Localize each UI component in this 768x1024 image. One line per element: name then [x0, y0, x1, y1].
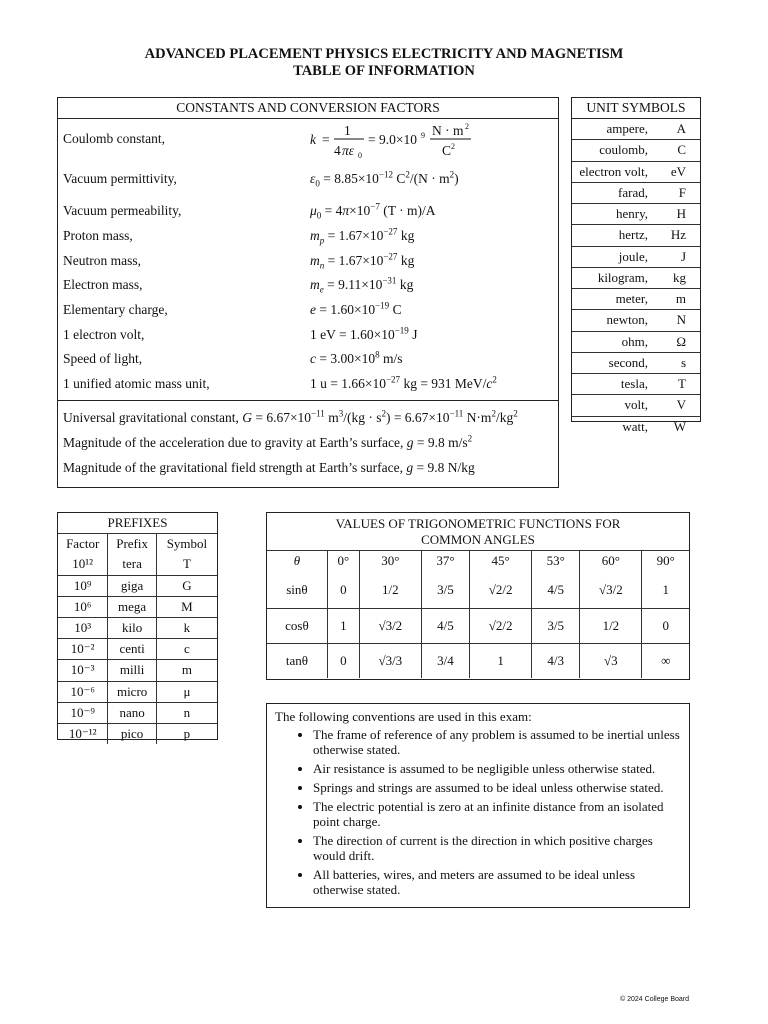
unit-name: hertz,	[618, 227, 648, 243]
trig-value: 1	[642, 571, 689, 609]
prefix-factor: 10⁶	[58, 596, 108, 617]
trig-row	[267, 571, 689, 609]
constant-label: Vacuum permeability,	[63, 203, 182, 218]
unit-row	[572, 247, 700, 268]
unit-symbol: J	[680, 248, 686, 264]
trig-value: 1	[327, 609, 359, 644]
unit-symbol: A	[676, 121, 686, 136]
trig-value: √3	[580, 644, 642, 679]
svg-text:2: 2	[451, 142, 455, 151]
convention-item: • Springs and strings are assumed to be ideal unless otherwise stated.	[313, 780, 681, 795]
gravity-field-row: Magnitude of the gravitational field strength at Earth’s surface, g = 9.8 N/kg	[63, 460, 475, 475]
permittivity-value: $\varepsilon_0 = 8.85\times 10^{-12}$ $C^2/(N \cdot m^2)$	[310, 169, 459, 189]
prefix-row	[58, 723, 217, 744]
unit-name: meter,	[615, 291, 648, 306]
unit-symbols-header: UNIT SYMBOLS	[572, 98, 700, 119]
angle-header: θ	[267, 551, 327, 572]
unit-row	[572, 204, 700, 225]
constants-table	[57, 97, 559, 488]
prefix-name: milli	[108, 660, 156, 681]
trig-header-line-1: VALUES OF TRIGONOMETRIC FUNCTIONS FOR	[335, 515, 621, 531]
prefix-symbol: M	[156, 596, 217, 617]
atomic-mass-unit-value: 1 $u = 1.66\times 10^{-27}$ kg = 931 MeV/$c^2$	[310, 374, 497, 391]
gravitational-constant-row: Universal gravitational constant, $G = 6.67\times 10^{-11}$ $m^3/(kg \cdot s^2) = 6.67\times 10^{-11}$ $N\cdot m^2/kg^2$	[63, 408, 518, 425]
trig-value: 1/2	[580, 609, 642, 644]
unit-symbol: m	[675, 291, 686, 306]
unit-symbol: N	[676, 312, 686, 328]
copyright: © 2024 College Board	[620, 996, 689, 1003]
unit-symbol: C	[677, 142, 686, 158]
trig-header	[267, 513, 689, 551]
constant-label: Elementary charge,	[63, 302, 168, 317]
constants-header: CONSTANTS AND CONVERSION FACTORS	[58, 98, 558, 119]
prefix-symbol: p	[156, 723, 217, 744]
prefix-row	[58, 702, 217, 723]
trig-header-line-2: COMMON ANGLES	[421, 531, 535, 547]
electron-mass-value: $m_e = 9.11\times 10^{-31}$ kg	[310, 275, 414, 295]
angle-header: 0°	[327, 551, 359, 572]
trig-value: 0	[327, 571, 359, 609]
unit-row	[572, 268, 700, 289]
trig-value: 3/5	[532, 609, 580, 644]
trig-value: ∞	[642, 644, 689, 679]
trig-value: 0	[642, 609, 689, 644]
title-line-1: ADVANCED PLACEMENT PHYSICS ELECTRICITY AND MAGNETISM	[144, 46, 624, 62]
unit-row	[572, 374, 700, 395]
svg-text:C: C	[442, 143, 452, 158]
unit-row	[572, 289, 700, 310]
unit-row	[572, 119, 700, 140]
prefix-symbol: k	[156, 617, 217, 638]
angle-header: 60°	[580, 551, 642, 572]
convention-item: • The direction of current is the direction in which positive charges would drift.	[313, 833, 681, 863]
unit-name: kilogram,	[597, 269, 648, 285]
unit-symbol: H	[676, 206, 686, 221]
svg-text:k: k	[310, 132, 316, 147]
unit-name: farad,	[618, 184, 648, 200]
section-divider	[58, 400, 558, 401]
constant-label: Speed of light,	[63, 351, 143, 366]
prefix-name: tera	[108, 554, 156, 575]
unit-symbol: s	[680, 354, 686, 370]
unit-name: coulomb,	[599, 142, 648, 158]
trig-value: 1	[470, 644, 532, 679]
trig-value: √2/2	[470, 571, 532, 609]
prefix-symbol: n	[156, 702, 217, 723]
unit-symbol: Hz	[670, 227, 686, 243]
prefix-symbol: T	[156, 554, 217, 575]
trig-value: 4/3	[532, 644, 580, 679]
unit-row	[572, 225, 700, 246]
trig-value: 0	[327, 644, 359, 679]
conventions-intro: The following conventions are used in this exam:	[275, 709, 532, 724]
convention-item: • The frame of reference of any problem is assumed to be inertial unless otherwise stated.	[313, 727, 681, 757]
prefix-row	[58, 554, 217, 575]
constant-label: 1 unified atomic mass unit,	[63, 376, 210, 391]
prefix-name: giga	[108, 575, 156, 596]
unit-name: newton,	[606, 312, 648, 328]
trig-value: 4/5	[532, 571, 580, 609]
prefix-factor: 10⁻¹²	[58, 723, 108, 744]
prefix-name: micro	[108, 681, 156, 702]
svg-text:2: 2	[465, 122, 469, 131]
unit-row	[572, 332, 700, 353]
unit-row	[572, 417, 700, 437]
unit-symbol: F	[678, 184, 686, 200]
constant-label: Neutron mass,	[63, 253, 141, 268]
prefix-row	[58, 681, 217, 702]
unit-symbol: Ω	[676, 333, 686, 349]
unit-name: ampere,	[606, 121, 648, 136]
svg-text:0: 0	[358, 151, 362, 160]
unit-name: electron volt,	[579, 163, 648, 179]
unit-row	[572, 183, 700, 204]
prefix-factor: 10⁻²	[58, 639, 108, 660]
unit-row	[572, 162, 700, 183]
svg-text:πε: πε	[342, 143, 355, 158]
prefix-symbol: G	[156, 575, 217, 596]
proton-mass-value: $m_p = 1.67\times 10^{-27}$ kg	[310, 226, 415, 246]
permeability-value: $\mu_0 = 4\pi\times 10^{-7}$ (T · m)/A	[310, 201, 436, 221]
trig-value: 1/2	[359, 571, 421, 609]
elementary-charge-value: $e = 1.60\times 10^{-19}$ C	[310, 300, 402, 317]
constant-label: Vacuum permittivity,	[63, 171, 177, 186]
trig-row	[267, 644, 689, 679]
trig-row	[267, 609, 689, 644]
prefix-symbol: m	[156, 660, 217, 681]
unit-name: henry,	[615, 206, 648, 221]
svg-text:1: 1	[344, 123, 351, 138]
unit-symbol: V	[676, 397, 686, 413]
trig-function: sinθ	[267, 571, 327, 609]
constant-label: Proton mass,	[63, 228, 133, 243]
prefix-row	[58, 596, 217, 617]
angle-header: 45°	[470, 551, 532, 572]
angle-header: 53°	[532, 551, 580, 572]
prefix-name: centi	[108, 639, 156, 660]
trig-value: √3/2	[359, 609, 421, 644]
unit-row	[572, 140, 700, 161]
prefix-factor: 10⁻³	[58, 660, 108, 681]
unit-row	[572, 353, 700, 374]
trig-value: √3/3	[359, 644, 421, 679]
constant-row-coulomb-value	[63, 118, 553, 162]
convention-item: • All batteries, wires, and meters are assumed to be ideal unless otherwise stated.	[313, 867, 681, 897]
coulomb-formula	[308, 118, 508, 162]
prefix-row	[58, 575, 217, 596]
angle-header: 90°	[642, 551, 689, 572]
unit-name: second,	[608, 354, 648, 370]
prefix-row	[58, 660, 217, 681]
unit-name: volt,	[624, 397, 648, 413]
svg-text:N · m: N · m	[432, 123, 464, 138]
prefix-factor: 10⁻⁹	[58, 702, 108, 723]
conventions-list	[275, 727, 681, 897]
svg-text:4: 4	[334, 143, 341, 158]
convention-item: • The electric potential is zero at an infinite distance from an isolated point charge.	[313, 799, 681, 829]
prefix-name: mega	[108, 596, 156, 617]
unit-symbol: eV	[670, 163, 686, 179]
prefix-row	[58, 617, 217, 638]
prefix-symbol: μ	[156, 681, 217, 702]
trig-value: 4/5	[421, 609, 469, 644]
unit-symbol: kg	[673, 269, 686, 285]
unit-symbol: W	[673, 418, 686, 434]
prefix-factor: 10¹²	[58, 554, 108, 575]
trig-value: 3/4	[421, 644, 469, 679]
unit-row	[572, 310, 700, 331]
conventions-box	[266, 703, 690, 908]
unit-rows	[572, 119, 700, 437]
unit-name: tesla,	[620, 376, 648, 391]
prefix-row	[58, 639, 217, 660]
constant-label: 1 electron volt,	[63, 327, 145, 342]
constant-label: Coulomb constant,	[63, 131, 165, 146]
trig-function: tanθ	[267, 644, 327, 679]
prefix-name: nano	[108, 702, 156, 723]
gravity-acceleration-row: Magnitude of the acceleration due to gravity at Earth’s surface, g = 9.8 $m/s^2$	[63, 433, 473, 450]
title-line-2: TABLE OF INFORMATION	[293, 63, 475, 79]
unit-symbols-table	[571, 97, 701, 434]
angle-header: 37°	[421, 551, 469, 572]
angle-header: 30°	[359, 551, 421, 572]
trig-function: cosθ	[267, 609, 327, 644]
column-header: Prefix	[108, 534, 156, 555]
prefix-name: pico	[108, 723, 156, 744]
prefixes-table	[57, 512, 218, 740]
column-header: Symbol	[156, 534, 217, 555]
prefix-name: kilo	[108, 617, 156, 638]
unit-symbol: T	[678, 376, 686, 391]
prefix-factor: 10⁹	[58, 575, 108, 596]
unit-name: ohm,	[621, 333, 648, 349]
prefix-factor: 10⁻⁶	[58, 681, 108, 702]
convention-item: • Air resistance is assumed to be negligible unless otherwise stated.	[313, 761, 681, 776]
trig-value: √2/2	[470, 609, 532, 644]
prefixes-header: PREFIXES	[58, 513, 217, 534]
svg-text:9: 9	[421, 131, 425, 140]
trig-table	[266, 512, 690, 680]
page-title	[0, 46, 768, 80]
constant-label: Electron mass,	[63, 277, 143, 292]
svg-text:=: =	[322, 132, 330, 147]
unit-name: watt,	[622, 418, 648, 434]
unit-name: joule,	[618, 248, 648, 264]
neutron-mass-value: $m_n = 1.67\times 10^{-27}$ kg	[310, 251, 415, 271]
column-header: Factor	[58, 534, 108, 555]
electron-volt-value: 1 eV = $1.60\times 10^{-19}$ J	[310, 325, 418, 342]
trig-value: √3/2	[580, 571, 642, 609]
prefix-symbol: c	[156, 639, 217, 660]
trig-value: 3/5	[421, 571, 469, 609]
speed-of-light-value: $c = 3.00\times 10^8$ m/s	[310, 349, 403, 366]
svg-text:= 9.0×10: = 9.0×10	[368, 132, 417, 147]
unit-row	[572, 395, 700, 416]
prefix-factor: 10³	[58, 617, 108, 638]
